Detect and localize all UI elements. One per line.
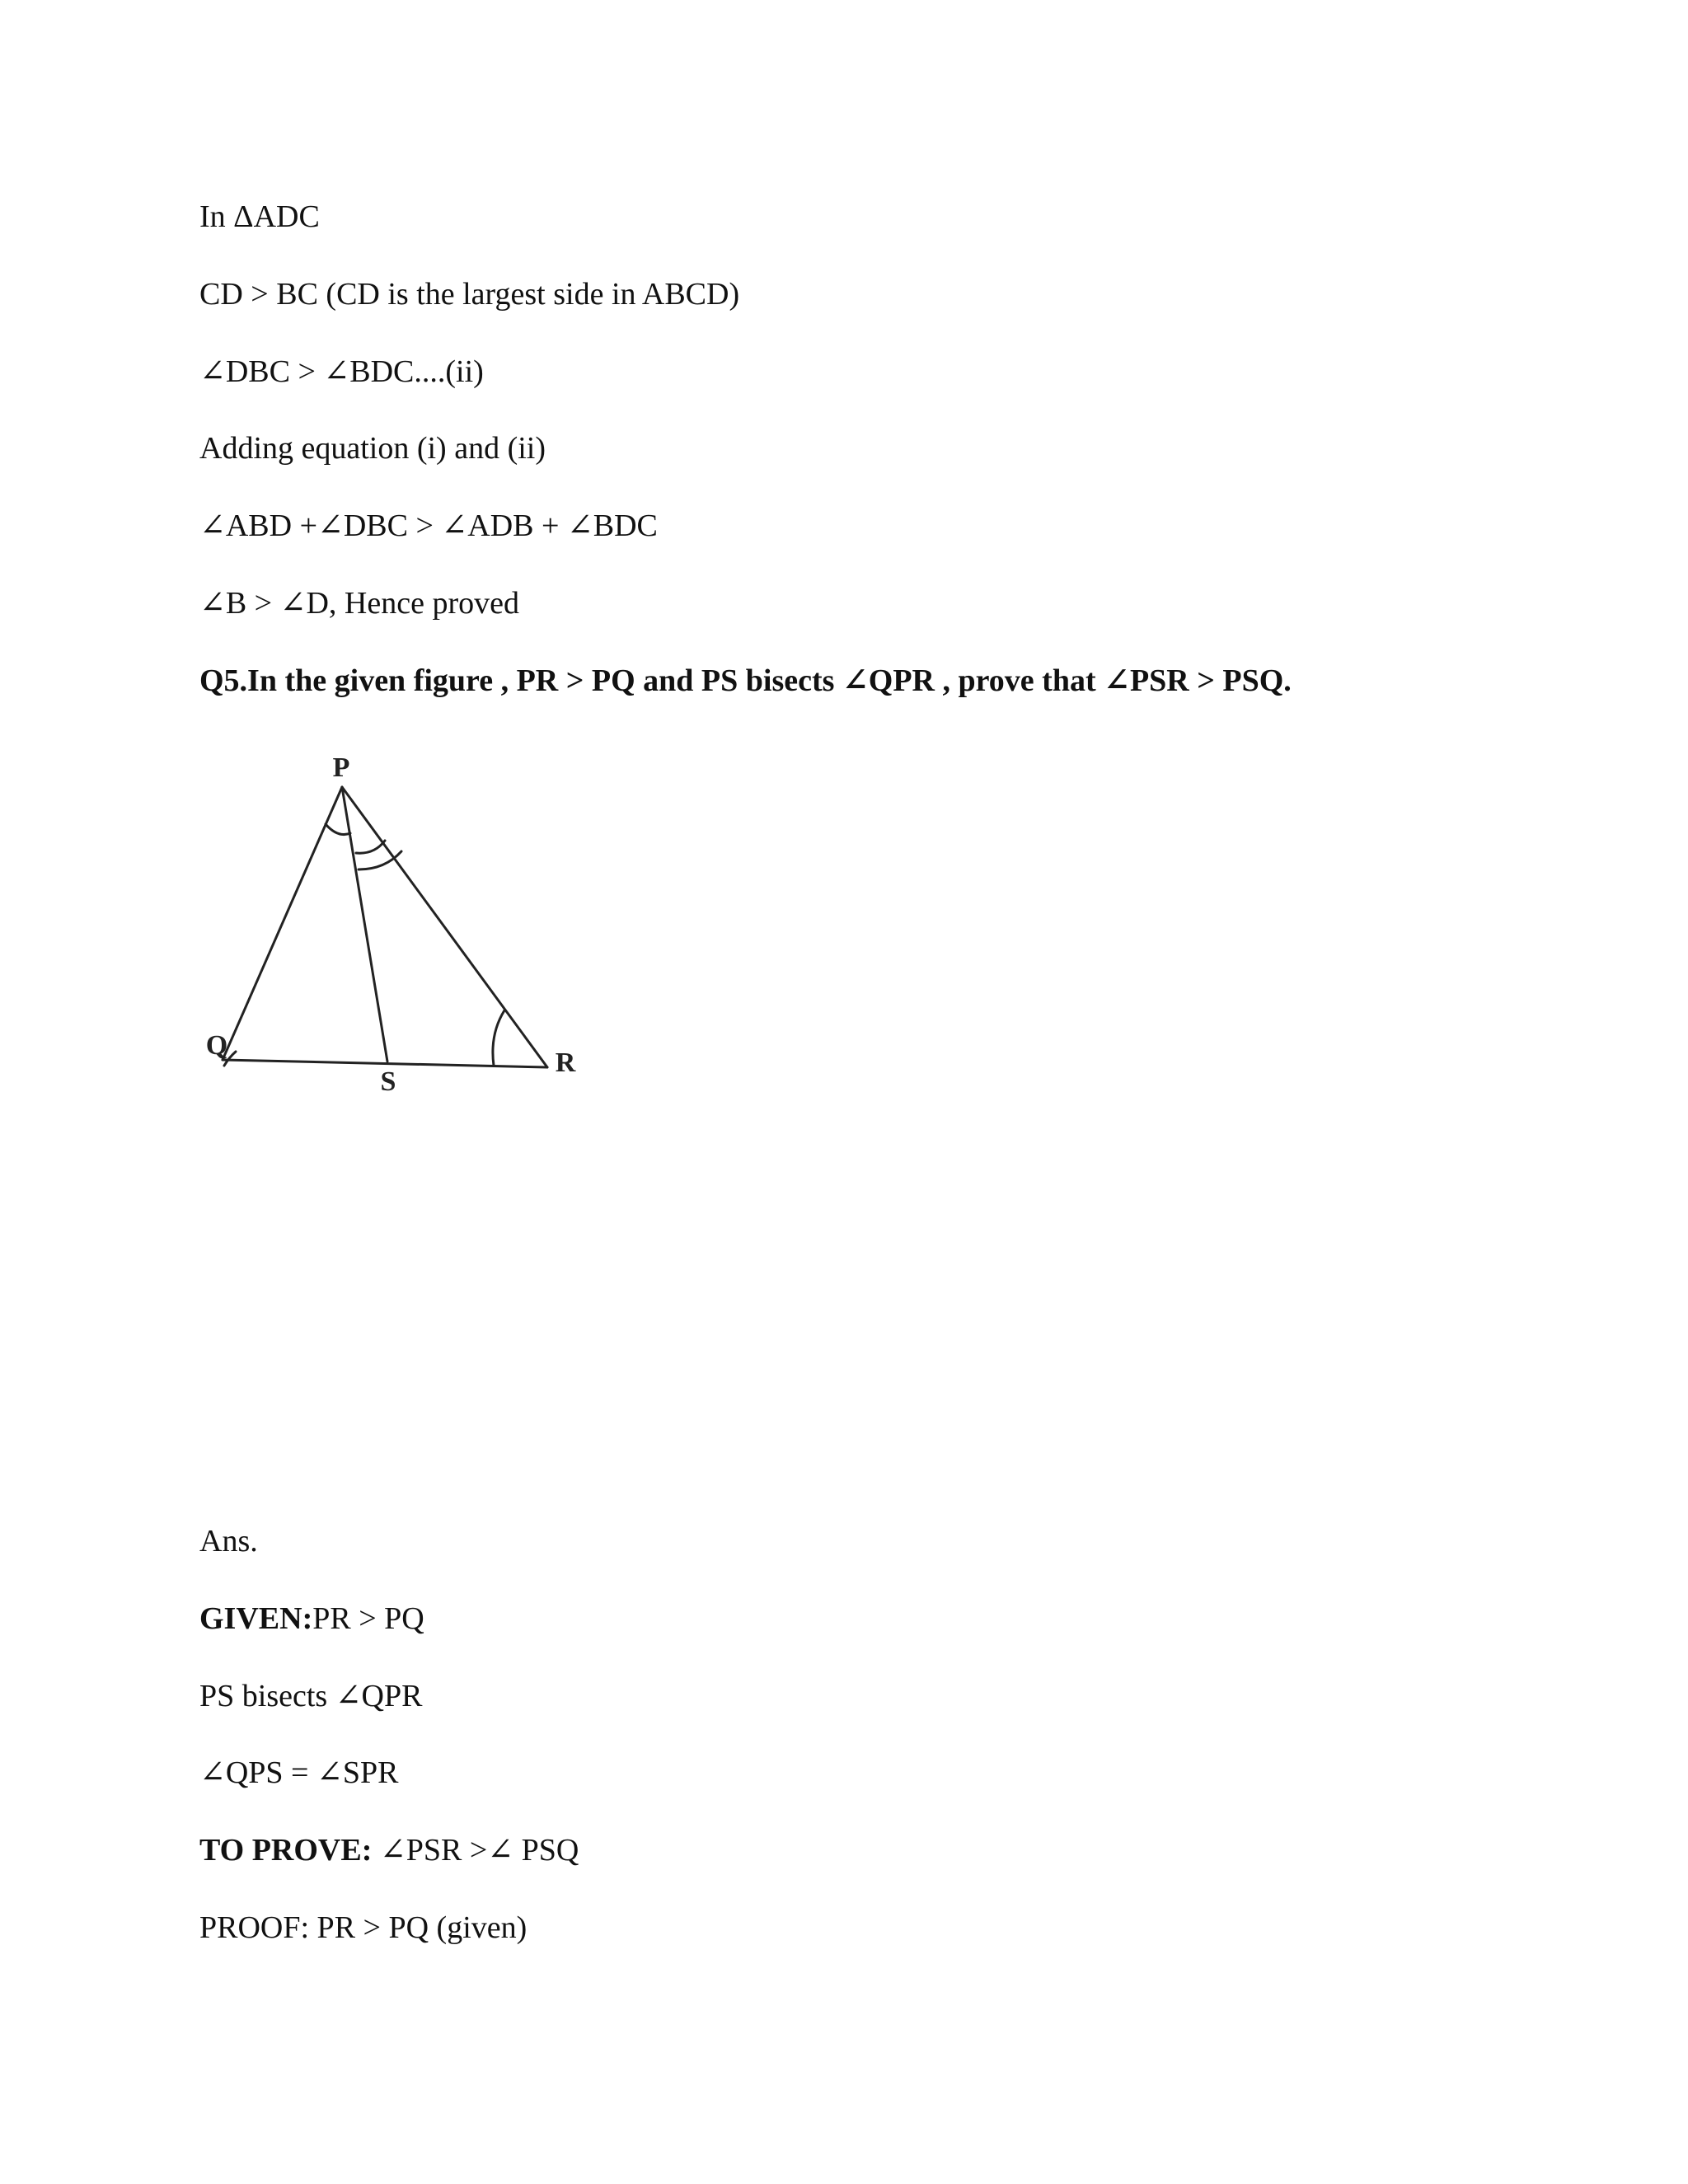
side-pr	[342, 787, 547, 1067]
given-text: PR > PQ	[312, 1601, 424, 1636]
triangle-pqr-figure	[199, 746, 595, 1100]
text-hence-proved: ∠B > ∠D, Hence proved	[199, 586, 519, 621]
text-cd-greater-bc: CD > BC (CD is the largest side in ABCD)	[199, 277, 740, 312]
given-line	[199, 1600, 424, 1638]
side-pq	[223, 787, 342, 1060]
question-heading: Q5.In the given figure , PR > PQ and PS bisects ∠QPR , prove that ∠PSR > PSQ.	[199, 663, 1292, 698]
angle-arc-spr-inner	[356, 841, 385, 853]
angle-arc-r	[493, 1010, 504, 1066]
text-angles-equal: ∠QPS = ∠SPR	[199, 1755, 399, 1790]
vertex-label-s: S	[380, 1066, 396, 1097]
text-angle-sum-inequality: ∠ABD +∠DBC > ∠ADB + ∠BDC	[199, 509, 658, 543]
answer-label: Ans.	[199, 1524, 258, 1558]
to-prove-line	[199, 1831, 579, 1869]
proof-line: PROOF: PR > PQ (given)	[199, 1910, 528, 1945]
vertex-label-r: R	[555, 1047, 576, 1078]
vertex-label-q: Q	[205, 1030, 228, 1061]
bisector-ps	[342, 787, 387, 1062]
vertex-label-p: P	[332, 752, 350, 783]
to-prove-text: ∠PSR >∠ PSQ	[372, 1833, 579, 1868]
given-label: GIVEN:	[199, 1601, 313, 1636]
text-adding-equations: Adding equation (i) and (ii)	[199, 431, 546, 466]
text-ps-bisects: PS bisects ∠QPR	[199, 1679, 423, 1713]
angle-arc-qps	[326, 824, 350, 835]
to-prove-label: TO PROVE:	[199, 1833, 373, 1868]
text-angle-dbc-greater-bdc: ∠DBC > ∠BDC....(ii)	[199, 354, 484, 389]
text-in-triangle-adc: In ΔADC	[199, 199, 320, 234]
